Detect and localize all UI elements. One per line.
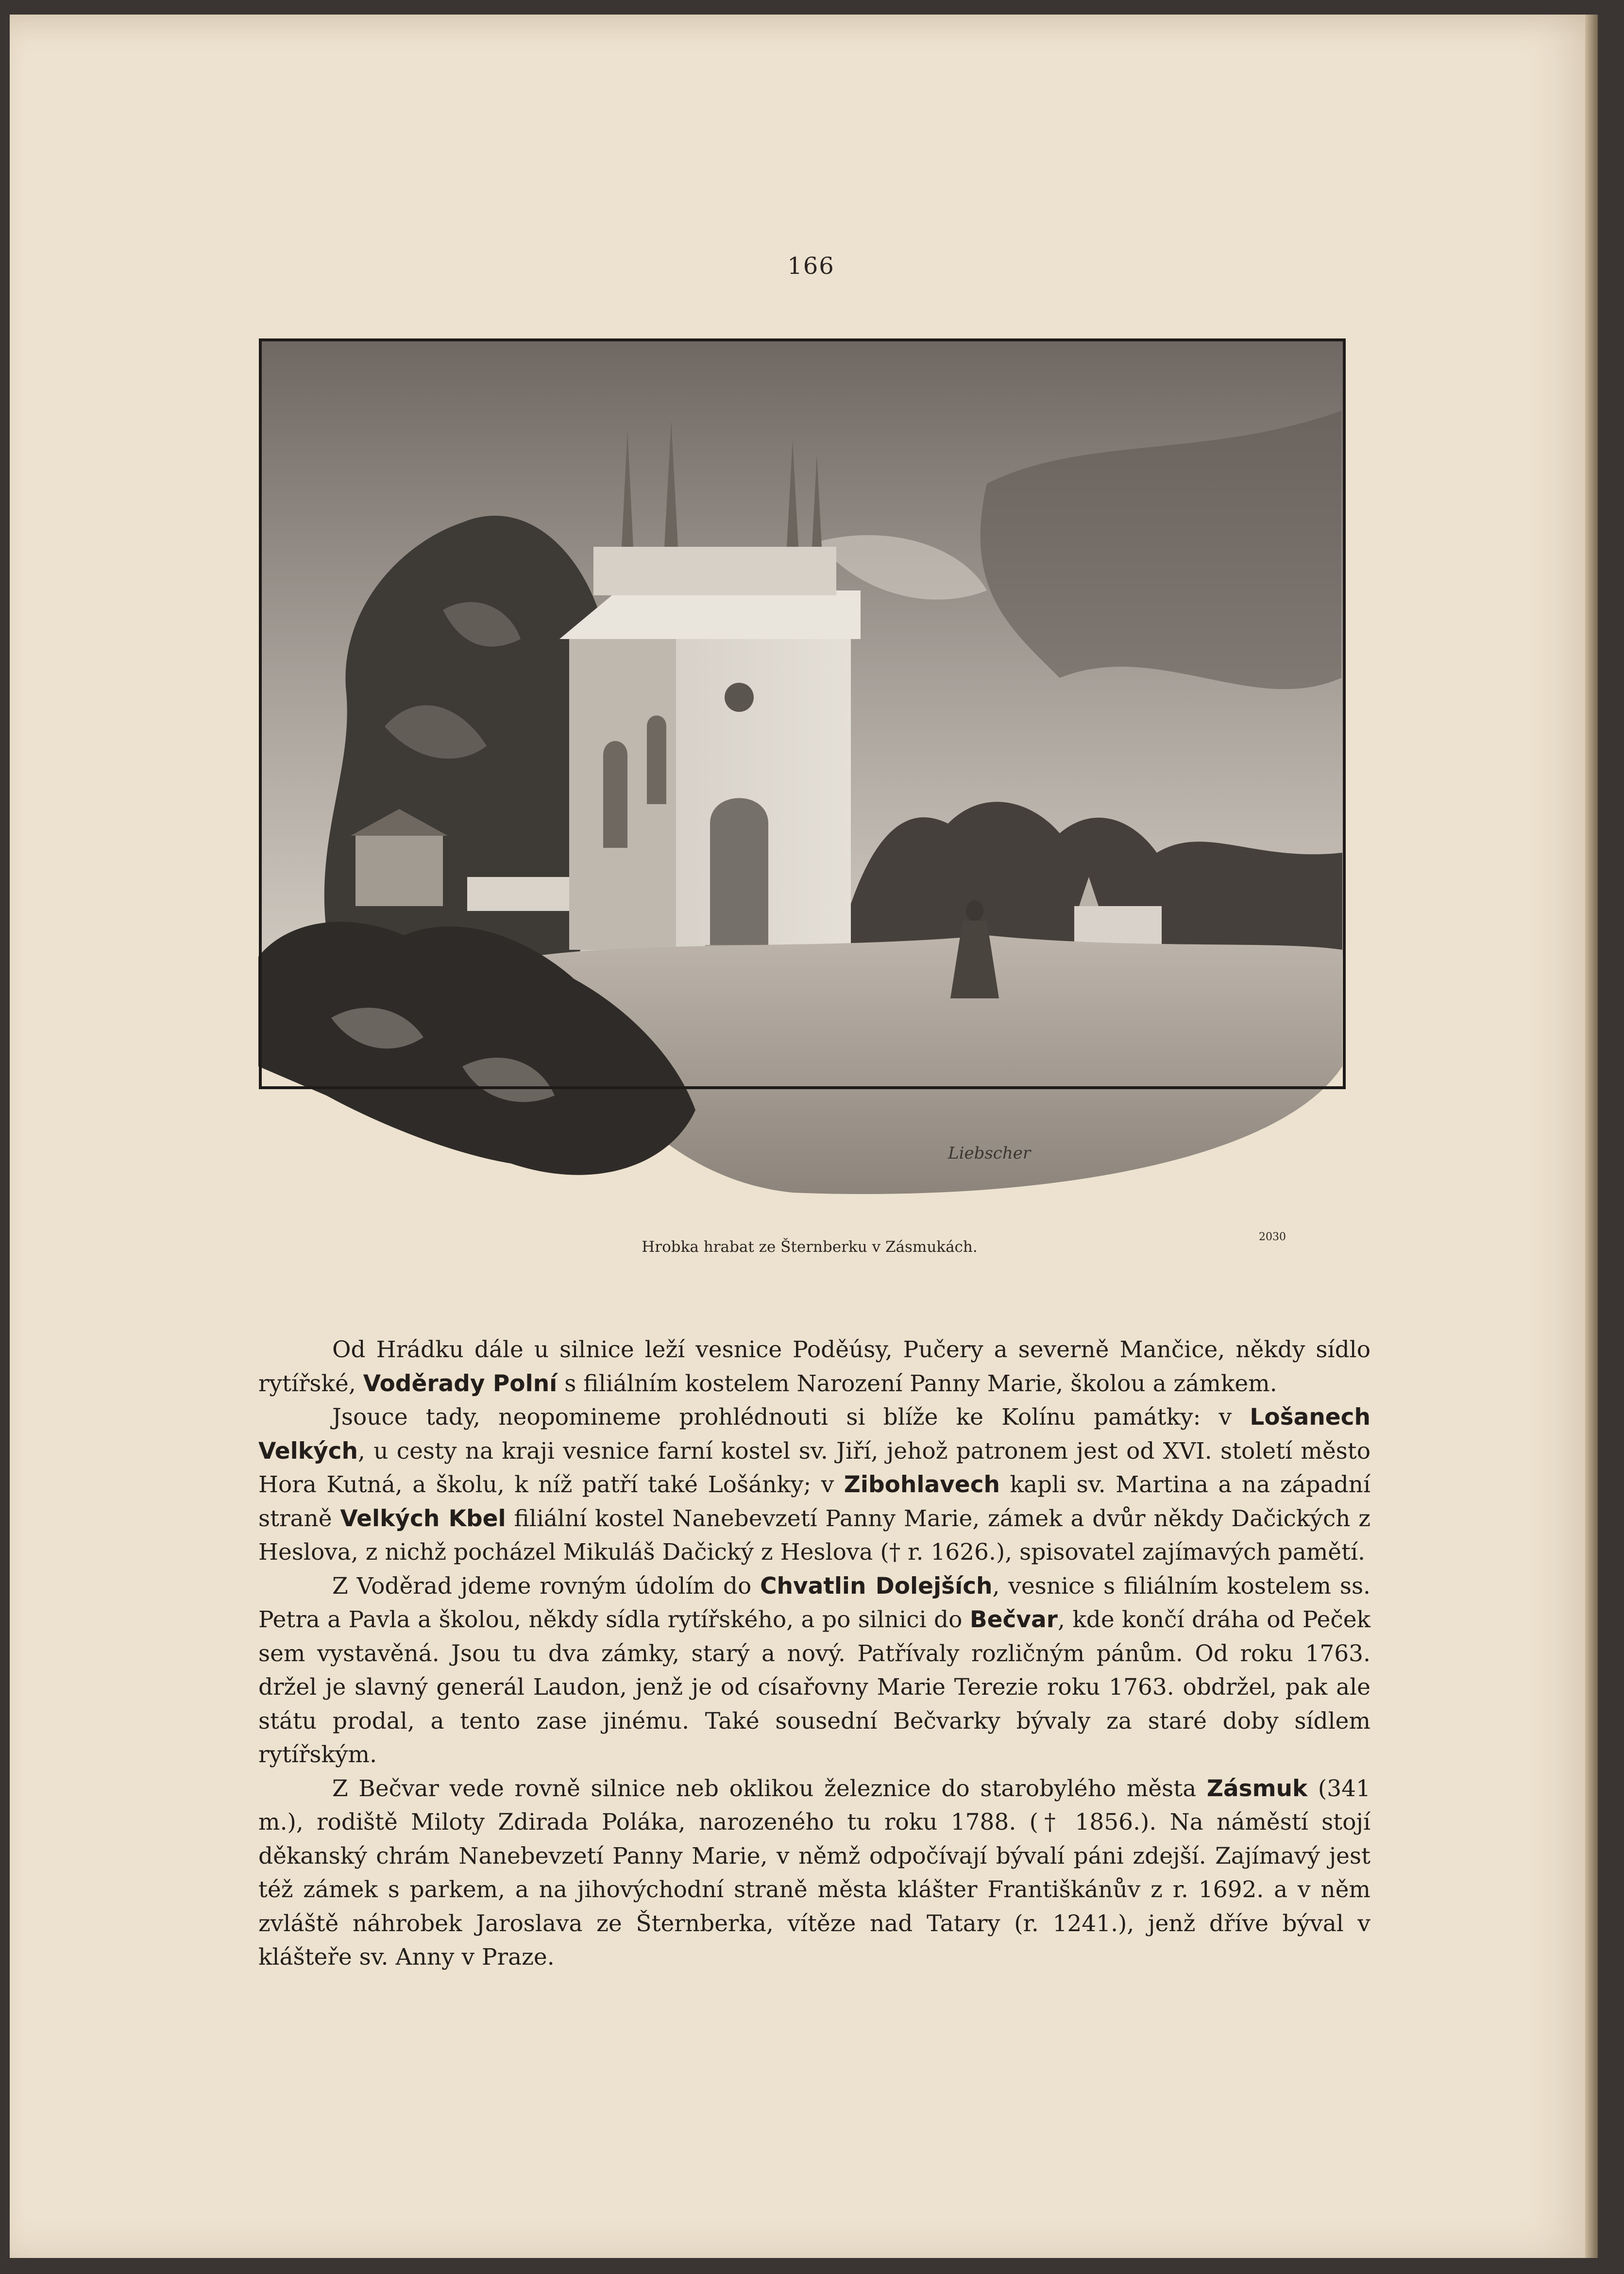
text-span: , u cesty na kraji vesnice farní kostel sv. Jiří, jehož patronem jest od XVI. století město Hora Kutná, a školu, k níž patří také Lošánky; v — [258, 1437, 1370, 1498]
text-span: s filiálním kostelem Narození Panny Marie, školou a zámkem. — [557, 1370, 1277, 1397]
plate-number: 2030 — [1259, 1231, 1286, 1243]
place-name: Bečvar — [969, 1606, 1058, 1633]
text-span: kapli sv. Martina a na západní straně — [258, 1471, 1370, 1532]
page-gutter — [1585, 15, 1598, 2258]
text-span: , vesnice s filiálním kostelem ss. Petra a Pavla a školou, někdy sídla rytířského, a po silnici do — [258, 1572, 1370, 1633]
text-span: Z Voděrad jdeme rovným údolím do — [332, 1572, 761, 1600]
place-name: Lošanech Velkých — [258, 1404, 1370, 1465]
text-span: , kde končí dráha od Peček sem vystavěná. Jsou tu dva zámky, starý a nový. Patřívaly rozličným pánům. Od roku 1763. držel je slavný generál Laudon, jenž je od císařovny Marie Terezie roku 1763. obdržel, pak ale státu prodal, a tento zase jinému. Také sousední Bečvarky bývaly za staré doby sídlem rytířským. — [258, 1606, 1370, 1768]
paragraph — [258, 1333, 1370, 1400]
book-page — [10, 15, 1598, 2258]
text-span: (341 m.), rodiště Miloty Zdirada Poláka, narozeného tu roku 1788. († 1856.). Na náměstí stojí děkanský chrám Nanebevzetí Panny Marie, v němž odpočívají bývalí páni zdejší. Zajímavý jest též zámek s parkem, a na jihovýchodní straně města klášter Františkánův z r. 1692. a v něm zvláště náhrobek Jaroslava ze Šternberka, vítěze nad Tatary (r. 1241.), jenž dříve býval v klášteře sv. Anny v Praze. — [258, 1775, 1370, 1971]
place-name: Zibohlavech — [844, 1471, 1000, 1498]
body-text — [258, 1333, 1370, 1974]
page-number: 166 — [787, 253, 835, 280]
text-span: Z Bečvar vede rovně silnice neb oklikou železnice do starobylého města — [332, 1775, 1207, 1802]
figure-caption: Hrobka hrabat ze Šternberku v Zásmukách. — [642, 1238, 978, 1256]
artist-signature: Liebscher — [948, 1144, 1031, 1163]
paragraph — [258, 1772, 1370, 1974]
chapel-door — [710, 798, 768, 945]
place-name: Zásmuk — [1206, 1775, 1308, 1802]
place-name: Voděrady Polní — [363, 1370, 558, 1397]
paragraph — [258, 1400, 1370, 1569]
text-span: Od Hrádku dále u silnice leží vesnice Poděúsy, Pučery a severně Mančice, někdy sídlo rytířské, — [258, 1336, 1370, 1397]
text-span: Jsouce tady, neopomineme prohlédnouti si blíže ke Kolínu památky: v — [332, 1404, 1250, 1431]
paragraph — [258, 1569, 1370, 1772]
chapel-engraving — [258, 338, 1356, 1227]
engraving-illustration — [258, 338, 1356, 1227]
picket-fence — [467, 877, 574, 911]
place-name: Velkých Kbel — [340, 1505, 506, 1532]
place-name: Chvatlin Dolejších — [760, 1572, 993, 1600]
text-span: filiální kostel Nanebevzetí Panny Marie, zámek a dvůr někdy Dačických z Heslova, z nichž pocházel Mikuláš Dačický z Heslova († r. 1626.), spisovatel zajímavých pamětí. — [258, 1505, 1370, 1566]
